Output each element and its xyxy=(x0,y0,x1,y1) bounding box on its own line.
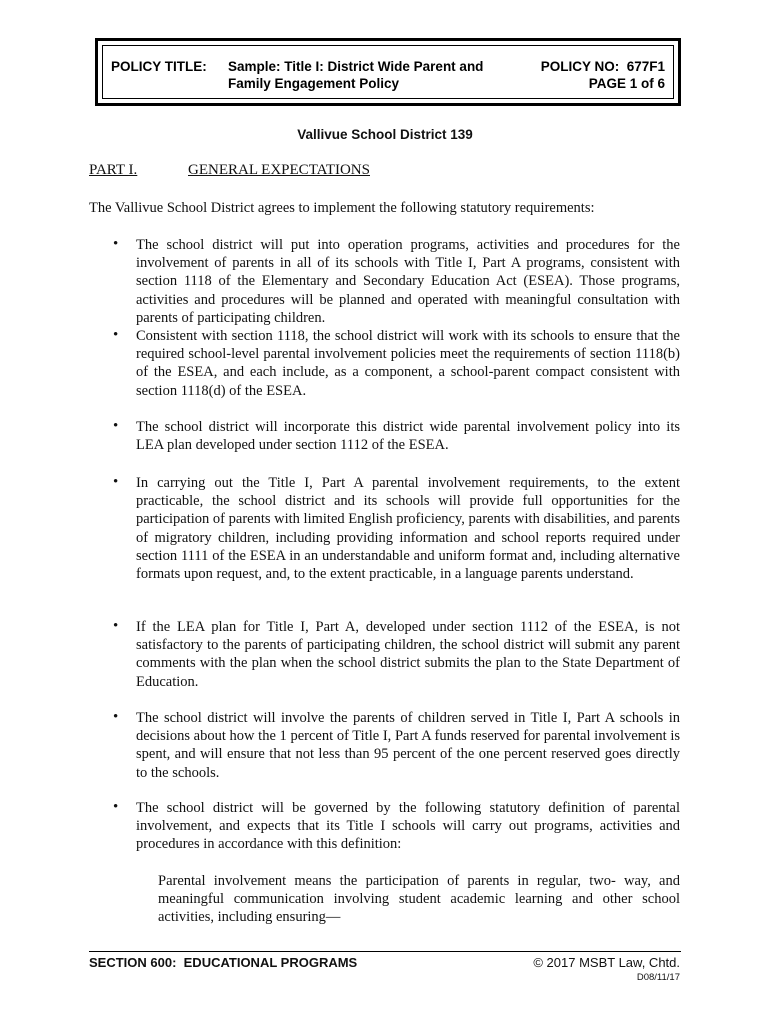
intro-paragraph: The Vallivue School District agrees to implement the following statutory requirements: xyxy=(89,200,595,216)
definition-paragraph: Parental involvement means the participation of parents in regular, two- way, and meaningful communication involving student academic learning and other school activities, including ensuring— xyxy=(158,873,680,926)
policy-number: POLICY NO: 677F1 xyxy=(540,59,665,74)
policy-title-line-1: Sample: Title I: District Wide Parent and xyxy=(228,59,484,74)
district-name: Vallivue School District 139 xyxy=(297,127,473,142)
bullet-item: Consistent with section 1118, the school district will work with its schools to ensure that the required school-level parental involvement policies meet the requirements of section 1118(b) of the ESEA, and each include, as a component, a school-parent compact consistent with section 1118(d) of the ESEA. xyxy=(136,328,680,399)
bullet-marker: • xyxy=(113,709,119,725)
policy-title-line-2: Family Engagement Policy xyxy=(228,76,400,91)
bullet-item: The school district will put into operation programs, activities and procedures for the involvement of parents in all of its schools with Title I, Part A programs, consistent with section 1118 of the Elementary and Secondary Education Act (ESEA). Those programs, activities and procedures will be planned and operated with meaningful consultation with parents of participating children. xyxy=(136,237,680,326)
bullet-item: The school district will be governed by the following statutory definition of parental involvement, and expects that its Title I schools will carry out programs, activities and procedures in accordance with this definition: xyxy=(136,800,680,853)
policy-title xyxy=(228,58,518,92)
bullet-marker: • xyxy=(113,418,119,434)
policy-title-label: POLICY TITLE: xyxy=(111,59,207,74)
page-number: PAGE 1 of 6 xyxy=(588,76,665,91)
policy-number-block xyxy=(541,58,665,92)
policy-header-inner-border xyxy=(102,45,674,99)
footer-revision-code: D08/11/17 xyxy=(636,972,680,983)
bullet-item: The school district will involve the parents of children served in Title I, Part A schools in decisions about how the 1 percent of Title I, Part A funds reserved for parental involvement is spent, and will ensure that not less than 95 percent of the one percent reserved goes directly to the schools. xyxy=(136,710,680,781)
bullet-marker: • xyxy=(113,474,119,490)
footer-section: SECTION 600: EDUCATIONAL PROGRAMS xyxy=(89,955,358,970)
footer-divider xyxy=(89,951,681,952)
bullet-marker: • xyxy=(113,236,119,252)
part-number: PART I. xyxy=(89,162,138,178)
bullet-item: In carrying out the Title I, Part A parental involvement requirements, to the extent practicable, the school district and its schools will provide full opportunities for the participation of parents with limited English proficiency, parents with disabilities, and parents of migratory children, including providing information and school reports required under section 1111 of the ESEA in an understandable and uniform format and, including alternative formats upon request, and, to the extent practicable, in a language parents understand. xyxy=(136,475,680,583)
policy-header-box xyxy=(95,38,681,106)
bullet-marker: • xyxy=(113,799,119,815)
part-title: GENERAL EXPECTATIONS xyxy=(188,162,370,178)
footer-copyright: © 2017 MSBT Law, Chtd. xyxy=(533,955,680,970)
bullet-item: If the LEA plan for Title I, Part A, developed under section 1112 of the ESEA, is not satisfactory to the parents of participating children, the school district will submit any parent comments with the plan when the school district submits the plan to the State Department of Education. xyxy=(136,619,680,690)
bullet-marker: • xyxy=(113,618,119,634)
bullet-item: The school district will incorporate this district wide parental involvement policy into its LEA plan developed under section 1112 of the ESEA. xyxy=(136,419,680,454)
bullet-marker: • xyxy=(113,327,119,343)
